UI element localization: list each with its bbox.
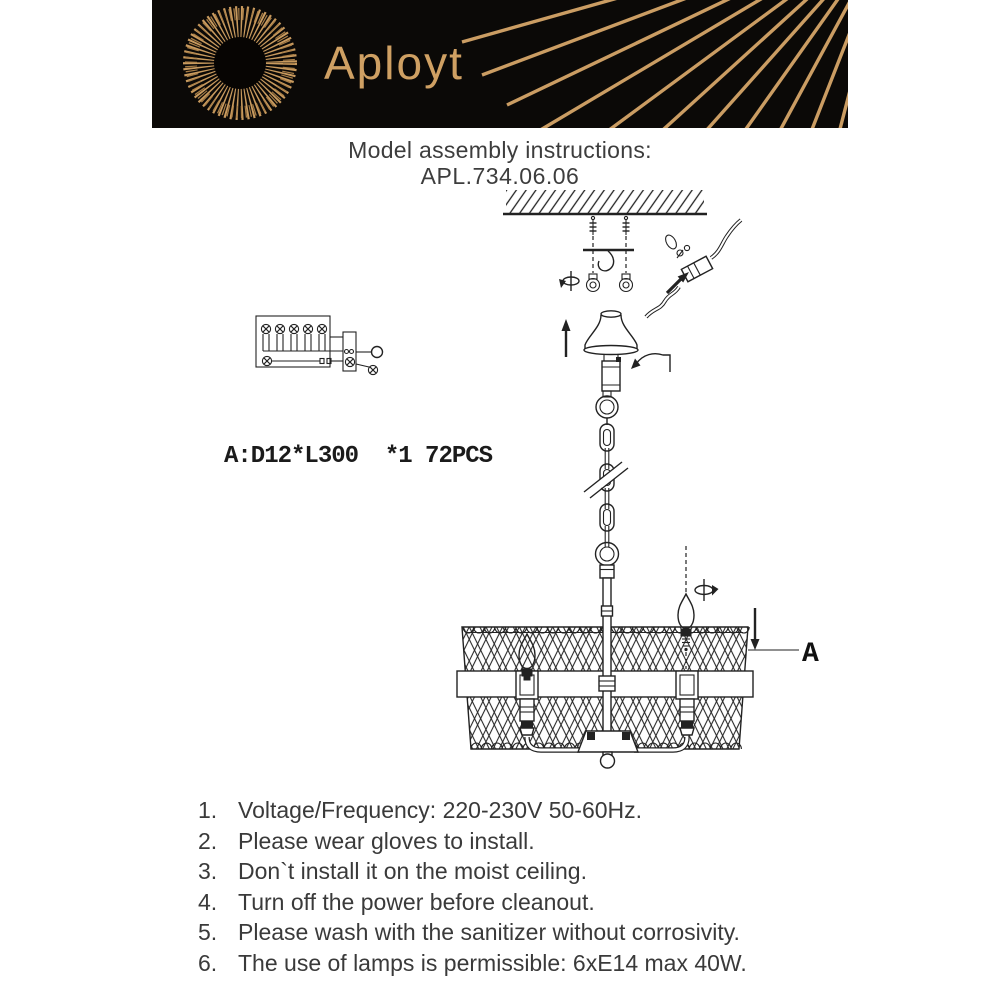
list-item xyxy=(198,826,878,857)
ceiling-hatch xyxy=(503,190,707,214)
down-arrow-icon xyxy=(751,608,760,650)
ceiling-canopy xyxy=(584,311,638,391)
brand-wordmark: Aployt xyxy=(324,37,464,89)
list-item xyxy=(198,856,878,887)
item-text: Turn off the power before cleanout. xyxy=(238,888,595,915)
chain-ring-top xyxy=(596,391,618,425)
model-number: APL.734.06.06 xyxy=(420,163,580,189)
list-item xyxy=(198,887,878,918)
item-number: 2. xyxy=(198,827,218,854)
list-item xyxy=(198,917,878,948)
part-a-spec-label: A:D12*L300 *1 72PCS xyxy=(224,443,493,470)
item-text: Don`t install it on the moist ceiling. xyxy=(238,858,587,884)
list-item xyxy=(198,795,878,826)
item-number: 3. xyxy=(198,858,218,884)
item-text: Please wear gloves to install. xyxy=(238,827,535,854)
item-text: The use of lamps is permissible: 6xE14 max 40W. xyxy=(238,949,747,976)
page-title: Model assembly instructions: xyxy=(348,137,652,163)
list-item xyxy=(198,948,878,979)
up-arrow-icon xyxy=(562,319,571,357)
power-cord-connector xyxy=(646,220,741,317)
ceiling-hook-icon xyxy=(598,251,613,271)
chain-break-symbol xyxy=(584,462,628,498)
lamp-legs xyxy=(263,334,325,351)
item-number: 6. xyxy=(198,949,218,976)
part-a-callout xyxy=(748,639,819,670)
item-text: Voltage/Frequency: 220-230V 50-60Hz. xyxy=(238,797,643,823)
canopy-rotate-arrow-icon xyxy=(616,354,670,372)
callout-label: A xyxy=(802,639,819,670)
item-text: Please wash with the sanitizer without corrosivity. xyxy=(238,919,740,945)
item-number: 1. xyxy=(198,797,218,823)
item-number: 5. xyxy=(198,919,218,945)
chain-ring-bottom xyxy=(596,543,619,579)
finial-ball-icon xyxy=(601,754,615,768)
terminal-block-icon xyxy=(681,256,712,282)
center-base xyxy=(578,731,638,768)
wiring-diagram xyxy=(256,316,383,375)
screw-rotation-icon xyxy=(559,271,579,291)
item-number: 4. xyxy=(198,888,218,915)
mounting-screws xyxy=(587,216,633,291)
instruction-list xyxy=(198,795,878,978)
bulb-rotation-icon xyxy=(695,579,719,601)
